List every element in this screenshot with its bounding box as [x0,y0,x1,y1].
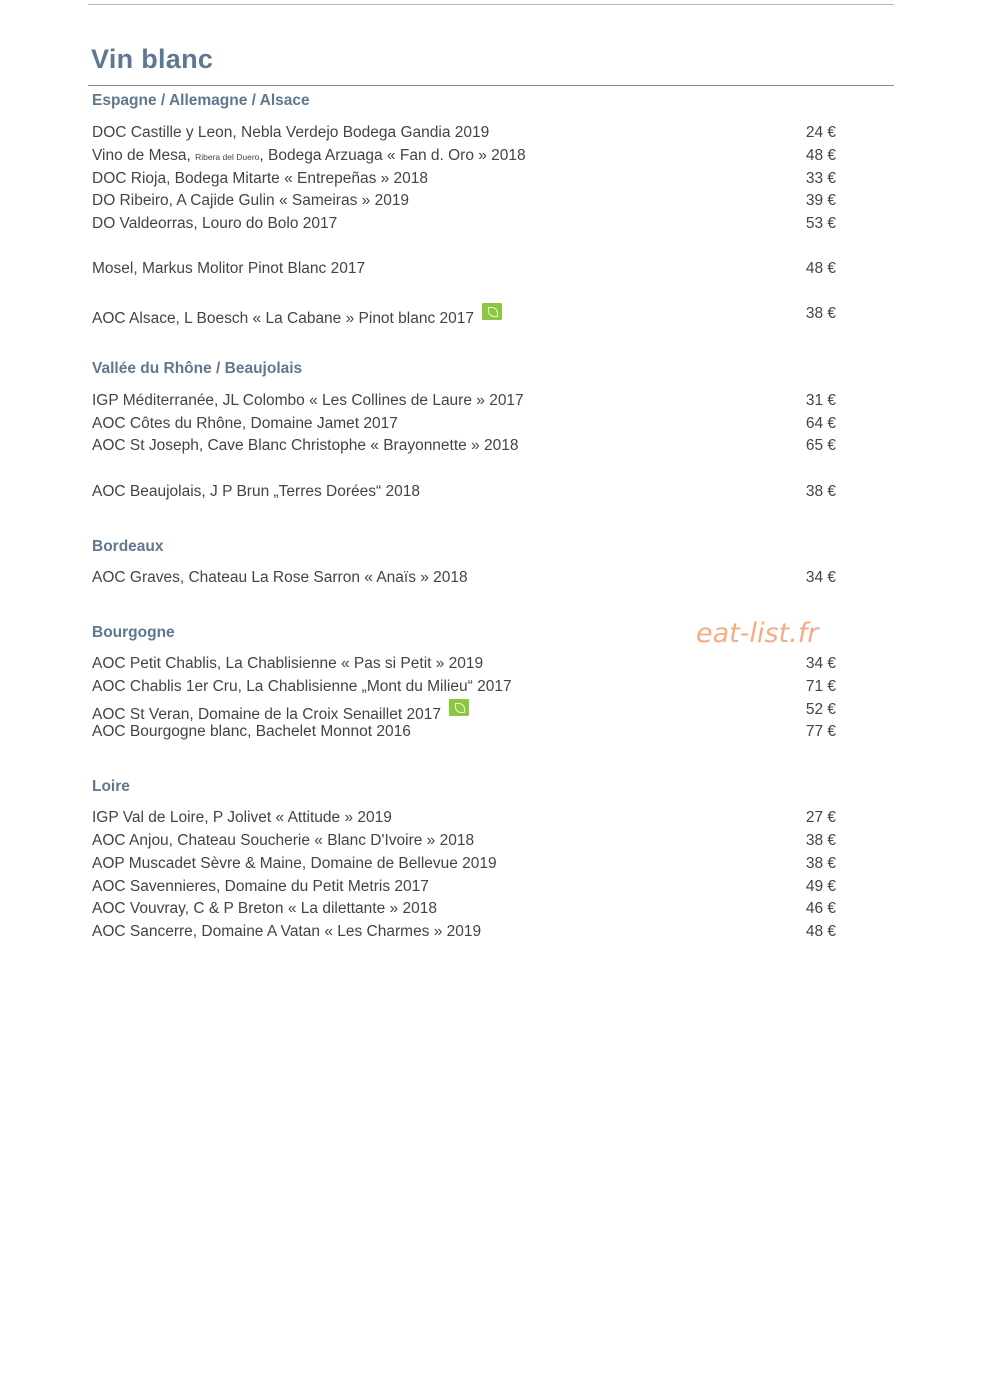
wine-name: AOC Petit Chablis, La Chablisienne « Pas si Petit » 2019 [92,655,484,672]
wine-price: 34 € [805,655,836,672]
wine-name: DOC Castille y Leon, Nebla Verdejo Bodega Gandia 2019 [92,124,490,141]
wine-row [92,145,836,167]
wine-price: 65 € [805,437,836,454]
title-divider [88,85,894,86]
wine-name: AOC Savennieres, Domaine du Petit Metris 2017 [92,878,429,895]
wine-price: 48 € [805,147,836,164]
wine-row [92,699,836,721]
wine-row [92,853,836,875]
watermark: eat-list.fr [696,618,819,649]
wine-price: 71 € [805,678,836,695]
top-divider [88,4,894,5]
wine-name: Mosel, Markus Molitor Pinot Blanc 2017 [92,260,366,277]
wine-name: IGP Val de Loire, P Jolivet « Attitude » 2019 [92,809,392,826]
wine-price: 38 € [805,483,836,500]
page-title: Vin blanc [91,44,214,74]
wine-name: IGP Méditerranée, JL Colombo « Les Collines de Laure » 2017 [92,392,524,409]
wine-price: 48 € [805,923,836,940]
wine-price: 38 € [805,855,836,872]
wine-name: AOC Alsace, L Boesch « La Cabane » Pinot blanc 2017 [92,303,502,330]
section-heading-loire: Loire [92,778,130,795]
wine-row [92,807,836,829]
wine-row [92,390,836,412]
wine-price: 34 € [805,569,836,586]
wine-price: 39 € [805,192,836,209]
wine-price: 77 € [805,723,836,740]
section-heading-bourgogne: Bourgogne [92,624,175,641]
section-heading-bordeaux: Bordeaux [92,538,164,555]
wine-row [92,721,836,743]
wine-name: AOP Muscadet Sèvre & Maine, Domaine de Bellevue 2019 [92,855,497,872]
wine-name: AOC Chablis 1er Cru, La Chablisienne „Mont du Milieu“ 2017 [92,678,512,695]
wine-row [92,168,836,190]
wine-row [92,830,836,852]
wine-name: AOC St Veran, Domaine de la Croix Senaillet 2017 [92,699,469,726]
wine-row [92,921,836,943]
section-heading-espagne: Espagne / Allemagne / Alsace [92,92,310,109]
wine-name: AOC Sancerre, Domaine A Vatan « Les Charmes » 2019 [92,923,482,940]
wine-name: AOC St Joseph, Cave Blanc Christophe « Brayonnette » 2018 [92,437,519,454]
wine-name: AOC Beaujolais, J P Brun „Terres Dorées“ 2018 [92,483,420,500]
wine-name: DO Ribeiro, A Cajide Gulin « Sameiras » 2019 [92,192,410,209]
wine-price: 53 € [805,215,836,232]
wine-name: Vino de Mesa, Ribera del Duero, Bodega Arzuaga « Fan d. Oro » 2018 [92,147,526,164]
wine-price: 52 € [805,701,836,718]
wine-row [92,413,836,435]
wine-name: AOC Bourgogne blanc, Bachelet Monnot 2016 [92,723,411,740]
wine-price: 48 € [805,260,836,277]
wine-row [92,303,836,325]
wine-row [92,213,836,235]
wine-row [92,876,836,898]
wine-name: AOC Vouvray, C & P Breton « La dilettante » 2018 [92,900,437,917]
wine-price: 49 € [805,878,836,895]
wine-price: 33 € [805,170,836,187]
wine-row [92,122,836,144]
wine-name: AOC Côtes du Rhône, Domaine Jamet 2017 [92,415,398,432]
wine-name: AOC Anjou, Chateau Soucherie « Blanc D'Ivoire » 2018 [92,832,475,849]
wine-price: 31 € [805,392,836,409]
wine-row [92,258,836,280]
wine-price: 46 € [805,900,836,917]
bio-leaf-icon [449,699,469,716]
wine-row [92,898,836,920]
wine-name: DO Valdeorras, Louro do Bolo 2017 [92,215,338,232]
wine-row [92,567,836,589]
bio-leaf-icon [482,303,502,320]
wine-region-small: Ribera del Duero [195,152,260,162]
wine-row [92,653,836,675]
wine-row [92,190,836,212]
wine-row [92,676,836,698]
wine-row [92,481,836,503]
wine-price: 24 € [805,124,836,141]
wine-price: 27 € [805,809,836,826]
wine-price: 38 € [805,832,836,849]
wine-price: 64 € [805,415,836,432]
wine-price: 38 € [805,305,836,322]
wine-name: DOC Rioja, Bodega Mitarte « Entrepeñas » 2018 [92,170,429,187]
wine-row [92,435,836,457]
wine-name: AOC Graves, Chateau La Rose Sarron « Anaïs » 2018 [92,569,468,586]
section-heading-rhone: Vallée du Rhône / Beaujolais [92,360,303,377]
